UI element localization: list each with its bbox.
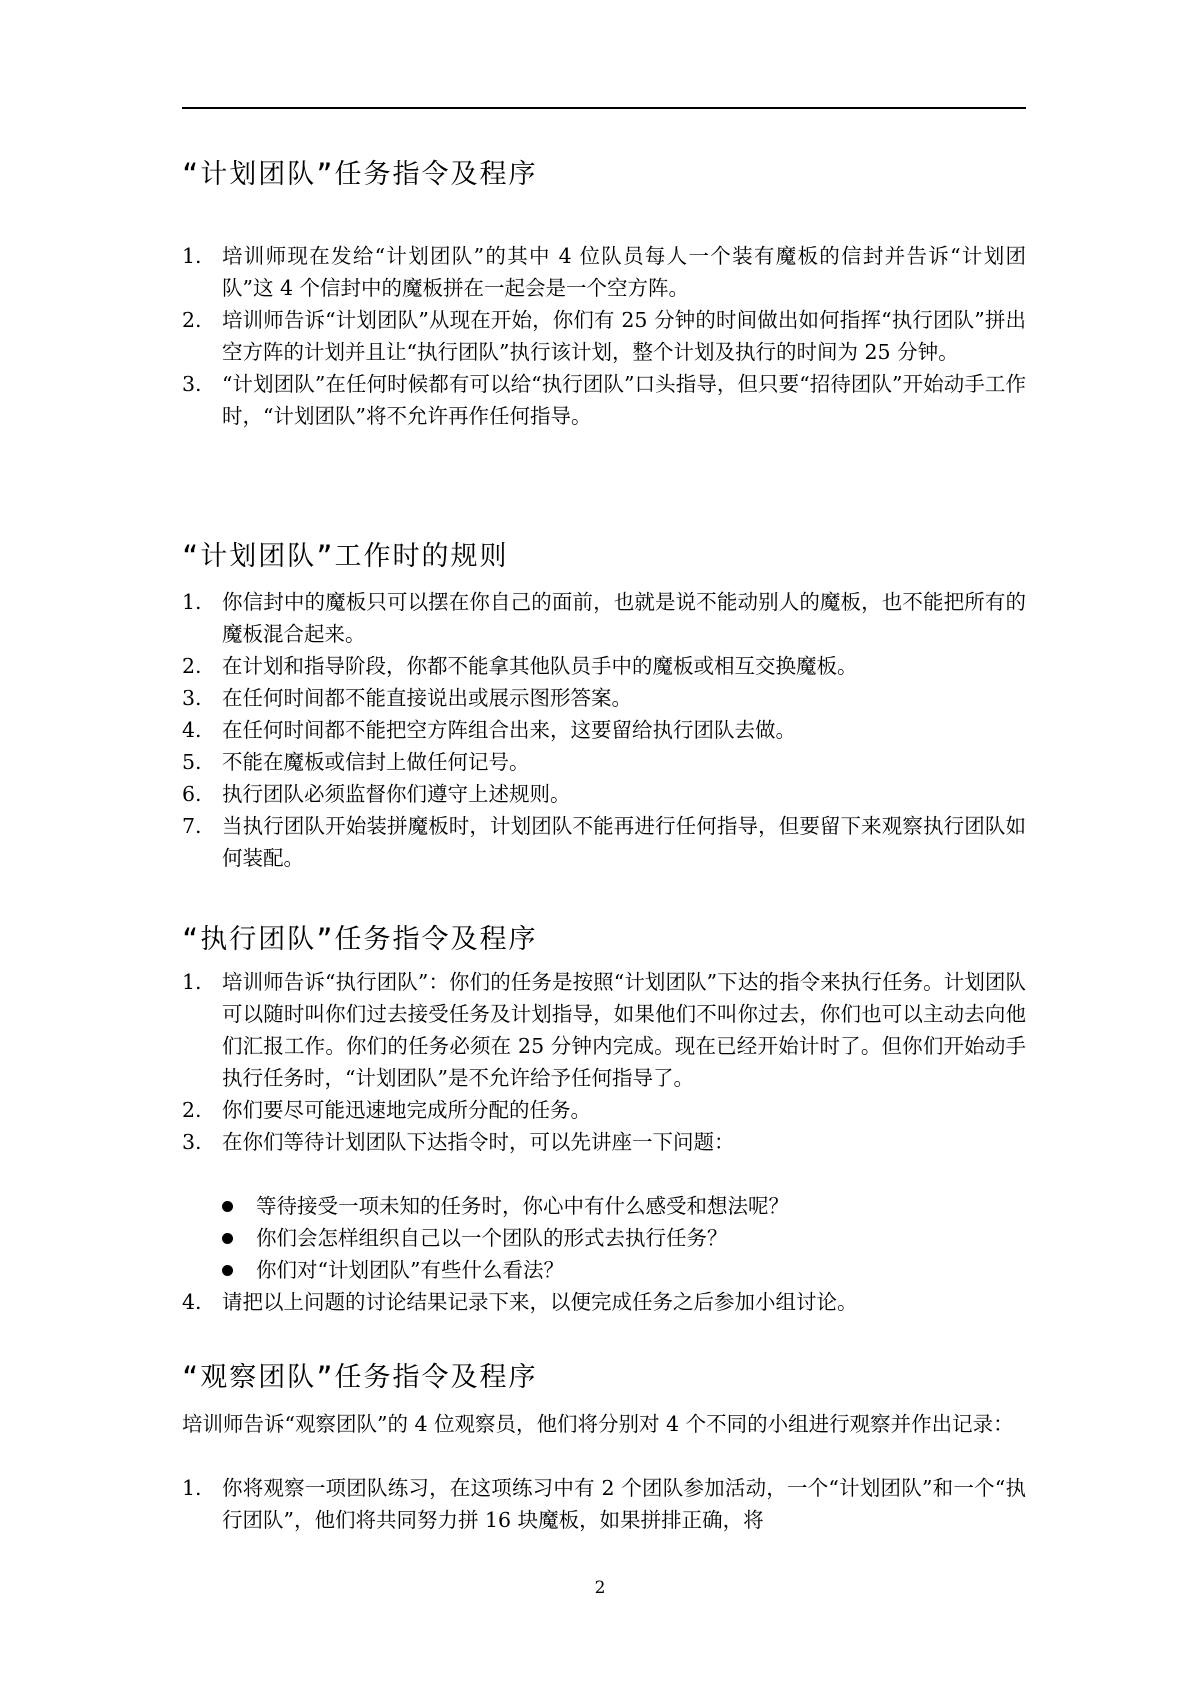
list-item <box>182 714 1026 746</box>
item-text: “计划团队”在任何时候都有可以给“执行团队”口头指导，但只要“招待团队”开始动手工作时，“计划团队”将不允许再作任何指导。 <box>222 372 1026 428</box>
section-heading-plan-team-rules: “计划团队”工作时的规则 <box>182 541 509 572</box>
list-item <box>182 1472 1026 1536</box>
item-text: 当执行团队开始装拼魔板时，计划团队不能再进行任何指导，但要留下来观察执行团队如何装配。 <box>222 814 1026 870</box>
list-item <box>182 304 1026 368</box>
item-number: 2. <box>182 1098 202 1122</box>
item-number: 3. <box>182 686 202 710</box>
list-item <box>182 1286 1026 1318</box>
discussion-questions-list <box>222 1190 789 1286</box>
item-number: 3. <box>182 1130 202 1154</box>
bullet-text: 你们对“计划团队”有些什么看法？ <box>256 1258 564 1282</box>
list-item <box>182 1094 1026 1126</box>
list-item <box>182 966 1026 1094</box>
observe-team-instructions-list <box>182 1472 1026 1536</box>
list-item <box>182 1126 1026 1158</box>
item-text: 你将观察一项团队练习，在这项练习中有 2 个团队参加活动，一个“计划团队”和一个“执行团队”，他们将共同努力拼 16 块魔板，如果拼排正确，将 <box>222 1476 1026 1532</box>
item-text: 执行团队必须监督你们遵守上述规则。 <box>222 782 571 806</box>
list-item <box>182 240 1026 304</box>
item-text: 在你们等待计划团队下达指令时，可以先讲座一下问题： <box>222 1130 735 1154</box>
item-number: 1. <box>182 1476 202 1500</box>
exec-team-instructions-list <box>182 966 1026 1158</box>
item-number: 1. <box>182 590 202 614</box>
item-text: 你们要尽可能迅速地完成所分配的任务。 <box>222 1098 591 1122</box>
header-rule <box>182 107 1026 109</box>
item-text: 你信封中的魔板只可以摆在你自己的面前，也就是说不能动别人的魔板，也不能把所有的魔板混合起来。 <box>222 590 1026 646</box>
item-text: 在任何时间都不能把空方阵组合出来，这要留给执行团队去做。 <box>222 718 796 742</box>
list-item <box>182 746 1026 778</box>
item-text: 培训师现在发给“计划团队”的其中 4 位队员每人一个装有魔板的信封并告诉“计划团队”这 4 个信封中的魔板拼在一起会是一个空方阵。 <box>222 244 1026 300</box>
list-item <box>182 778 1026 810</box>
item-number: 3. <box>182 372 202 396</box>
list-item <box>182 810 1026 874</box>
list-item <box>182 650 1026 682</box>
item-number: 2. <box>182 308 202 332</box>
list-item <box>182 682 1026 714</box>
bullet-text: 等待接受一项未知的任务时，你心中有什么感受和想法呢？ <box>256 1194 789 1218</box>
item-text: 在任何时间都不能直接说出或展示图形答案。 <box>222 686 632 710</box>
item-number: 5. <box>182 750 202 774</box>
list-item <box>182 368 1026 432</box>
bullet-item <box>222 1254 789 1286</box>
bullet-item <box>222 1222 789 1254</box>
item-number: 4. <box>182 718 202 742</box>
item-text: 在计划和指导阶段，你都不能拿其他队员手中的魔板或相互交换魔板。 <box>222 654 858 678</box>
list-item <box>182 586 1026 650</box>
plan-team-rules-list <box>182 586 1026 874</box>
section-heading-plan-team-instructions: “计划团队”任务指令及程序 <box>182 159 538 190</box>
plan-team-instructions-list <box>182 240 1026 432</box>
item-text: 请把以上问题的讨论结果记录下来，以便完成任务之后参加小组讨论。 <box>222 1290 858 1314</box>
section-heading-observe-team-instructions: “观察团队”任务指令及程序 <box>182 1362 538 1393</box>
item-number: 2. <box>182 654 202 678</box>
bullet-dot-icon <box>222 1265 233 1276</box>
bullet-item <box>222 1190 789 1222</box>
item-number: 1. <box>182 970 202 994</box>
item-number: 7. <box>182 814 202 838</box>
item-text: 培训师告诉“计划团队”从现在开始，你们有 25 分钟的时间做出如何指挥“执行团队”拼出空方阵的计划并且让“执行团队”执行该计划，整个计划及执行的时间为 25 分钟。 <box>222 308 1026 364</box>
section-heading-exec-team-instructions: “执行团队”任务指令及程序 <box>182 924 538 955</box>
item-number: 1. <box>182 244 202 268</box>
bullet-dot-icon <box>222 1201 233 1212</box>
bullet-text: 你们会怎样组织自己以一个团队的形式去执行任务？ <box>256 1226 728 1250</box>
item-number: 4. <box>182 1290 202 1314</box>
item-number: 6. <box>182 782 202 806</box>
observe-team-intro: 培训师告诉“观察团队”的 4 位观察员，他们将分别对 4 个不同的小组进行观察并作出记录： <box>182 1412 1014 1436</box>
page-number: 2 <box>594 1578 606 1598</box>
item-text: 不能在魔板或信封上做任何记号。 <box>222 750 530 774</box>
exec-team-final-item <box>182 1286 1026 1318</box>
bullet-dot-icon <box>222 1233 233 1244</box>
item-text: 培训师告诉“执行团队”：你们的任务是按照“计划团队”下达的指令来执行任务。计划团队可以随时叫你们过去接受任务及计划指导，如果他们不叫你过去，你们也可以主动去向他们汇报工作。你们的任务必须在 25 分钟内完成。现在已经开始计时了。但你们开始动手执行任务时，“计划团队”是不允许给予任何指导了。 <box>222 970 1026 1090</box>
